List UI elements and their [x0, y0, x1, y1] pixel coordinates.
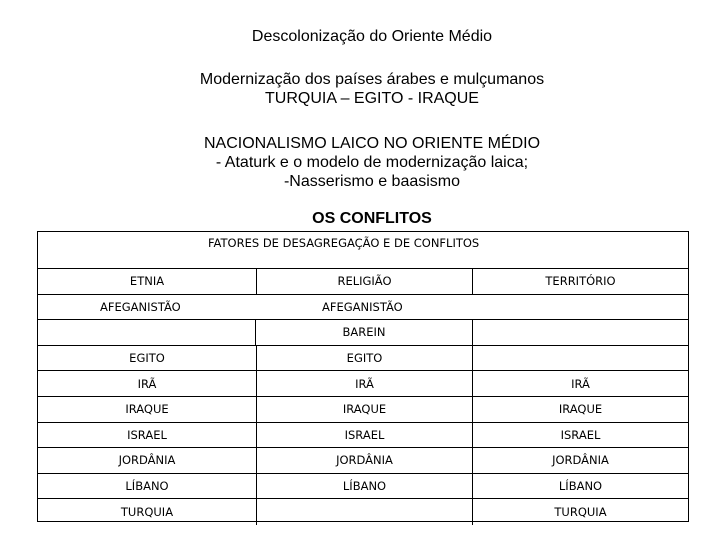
table-cell: TURQUIA	[120, 505, 174, 520]
table-cell	[256, 499, 472, 525]
table-cell: EGITO	[129, 351, 165, 366]
table-cell	[472, 320, 688, 345]
table-cell: ISRAEL	[256, 423, 472, 448]
table-row	[38, 295, 688, 321]
table-cell: AFEGANISTÃO	[100, 299, 181, 314]
table-row	[38, 448, 688, 474]
table-cell: LÍBANO	[256, 474, 472, 499]
table-cell: AFEGANISTÃO	[322, 299, 403, 314]
table-cell: IRAQUE	[472, 397, 688, 422]
table-cell	[38, 320, 256, 345]
slide-title-text: Descolonização do Oriente Médio	[251, 28, 493, 45]
table-row	[38, 474, 688, 500]
table-cell: IRAQUE	[256, 397, 472, 422]
table-cell: ISRAEL	[127, 427, 167, 442]
column-header-etnia: ETNIA	[129, 274, 165, 289]
table-cell: ISRAEL	[472, 423, 688, 448]
table-row	[38, 346, 688, 372]
table-row	[38, 371, 688, 397]
table-cell: LÍBANO	[125, 479, 169, 494]
section-line-2: -Nasserismo e baasismo	[283, 173, 461, 190]
table-title: FATORES DE DESAGREGAÇÃO E DE CONFLITOS	[208, 236, 480, 250]
table-cell	[472, 346, 688, 371]
nationalism-section	[12, 134, 720, 191]
table-title-row	[38, 232, 688, 269]
conflicts-table	[37, 231, 689, 522]
table-cell: IRAQUE	[125, 402, 169, 417]
conflicts-heading	[12, 209, 720, 228]
table-cell: JORDÂNIA	[118, 453, 176, 468]
section-heading: NACIONALISMO LAICO NO ORIENTE MÉDIO	[203, 135, 541, 152]
table-row	[38, 397, 688, 423]
subtitle-line-1: Modernização dos países árabes e mulçumanos	[199, 71, 545, 88]
subtitle-line-2: TURQUIA – EGITO - IRAQUE	[265, 90, 479, 107]
table-cell: IRÃ	[137, 376, 157, 391]
column-header-religiao: RELIGIÃO	[256, 269, 472, 294]
slide-subtitle	[12, 70, 720, 108]
section-line-1: - Ataturk e o modelo de modernização laica;	[215, 154, 529, 171]
column-header-territorio: TERRITÓRIO	[472, 269, 688, 294]
table-cell: TURQUIA	[472, 499, 688, 525]
table-cell: LÍBANO	[472, 474, 688, 499]
table-body	[38, 269, 688, 525]
table-cell: JORDÂNIA	[472, 448, 688, 473]
table-cell: IRÃ	[472, 371, 688, 396]
table-cell	[472, 295, 688, 320]
table-header-row	[38, 269, 688, 295]
table-row	[38, 423, 688, 449]
table-cell: JORDÂNIA	[256, 448, 472, 473]
table-cell: BAREIN	[342, 325, 386, 340]
slide-title	[12, 27, 720, 46]
table-row	[38, 499, 688, 525]
table-cell: IRÃ	[256, 371, 472, 396]
table-cell: EGITO	[256, 346, 472, 371]
conflicts-heading-text: OS CONFLITOS	[312, 210, 432, 227]
table-row	[38, 320, 688, 346]
